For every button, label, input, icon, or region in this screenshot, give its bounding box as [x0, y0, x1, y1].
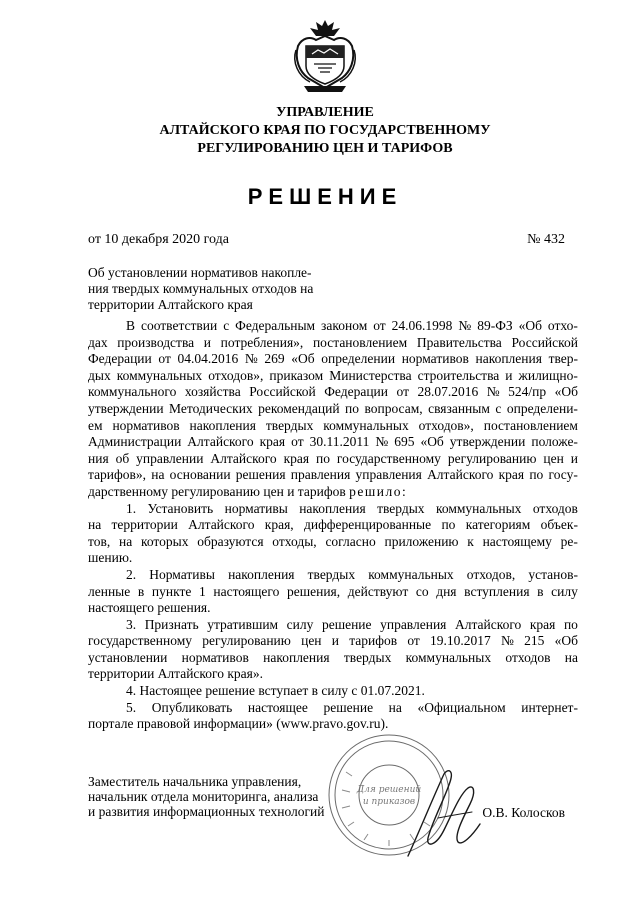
org-line-3: РЕГУЛИРОВАНИЮ ЦЕН И ТАРИФОВ — [197, 141, 453, 156]
body-line: 5. Опубликовать настоящее решение на «Официальном интернет- — [126, 699, 578, 715]
stamp-text-line-1: Для решений — [356, 785, 422, 795]
position-line-2: начальник отдела мониторинга, анализа — [88, 789, 319, 804]
body-line: 3. Признать утратившим силу решение управления Алтайского края по — [126, 616, 578, 632]
body-line: ния об управлении Алтайского края по государственному регулированию цен и — [88, 450, 578, 466]
body-line: дах производства и потребления», постановлением Правительства Российской — [88, 334, 578, 350]
body-line: В соответствии с Федеральным законом от 24.06.1998 № 89-ФЗ «Об отхо- — [126, 318, 578, 333]
body-line: государственному регулированию цен и тарифов от 19.10.2017 № 215 «Об — [88, 633, 578, 649]
item-2-paragraph — [88, 567, 578, 617]
body-line: на территории Алтайского края, дифференцированные по категориям объек- — [88, 517, 578, 533]
document-date: от 10 декабря 2020 года — [88, 232, 229, 247]
body-line: утверждении Методических рекомендаций по вопросам, связанным с определени- — [88, 400, 578, 416]
org-line-2: АЛТАЙСКОГО КРАЯ ПО ГОСУДАРСТВЕННОМУ — [159, 123, 491, 138]
item-3-paragraph — [88, 617, 578, 683]
body-line: установлении нормативов накопления твердых коммунальных отходов на — [88, 649, 578, 665]
signatory-position — [88, 774, 325, 819]
organization-title — [90, 104, 560, 158]
preamble-last-text: дарственному регулированию цен и тарифов — [88, 483, 350, 499]
org-line-1: УПРАВЛЕНИЕ — [276, 105, 374, 120]
body-line: портале правовой информации» (www.pravo.gov.ru). — [88, 716, 389, 732]
stamp-text-line-2: и приказов — [362, 797, 416, 807]
signatory-name: О.В. Колосков — [482, 805, 565, 820]
body-line: шению. — [88, 550, 133, 566]
subject-line: ния твердых коммунальных отходов на — [88, 281, 314, 296]
body-line: коммунального хозяйства Российской Федерации от 28.07.2016 № 524/пр «Об — [88, 384, 578, 400]
document-number: № 432 — [527, 232, 565, 247]
body-line: Федерации от 04.04.2016 № 269 «Об определении нормативов накопления твер- — [88, 351, 578, 367]
item-5-paragraph — [88, 700, 578, 733]
body-line: 2. Нормативы накопления твердых коммунальных отходов, установ- — [126, 566, 578, 582]
document-subject — [88, 265, 338, 313]
body-line: тов, на которых образуются отходы, согласно приложению к настоящему ре- — [88, 533, 578, 549]
body-line: тарифов», на основании решения правления управления Алтайского края по госу- — [88, 467, 578, 483]
preamble-paragraph — [88, 318, 578, 501]
body-line: Администрации Алтайского края от 30.11.2011 № 695 «Об утверждении положе- — [88, 434, 578, 450]
position-line-1: Заместитель начальника управления, — [88, 774, 302, 789]
coat-of-arms-icon — [290, 16, 360, 96]
body-line: ленные в пункте 1 настоящего решения, действуют со дня вступления в силу — [88, 583, 578, 599]
body-line: 1. Установить нормативы накопления твердых коммунальных отходов — [126, 500, 578, 516]
body-line: ем нормативов накопления твердых коммунальных отходов», постановлением — [88, 417, 578, 433]
item-4-paragraph — [88, 683, 578, 700]
subject-line: территории Алтайского края — [88, 297, 253, 312]
document-type-heading: РЕШЕНИЕ — [247, 184, 403, 209]
body-line: настоящего решения. — [88, 600, 211, 616]
subject-line: Об установлении нормативов накопле- — [88, 265, 312, 280]
body-line: 4. Настоящее решение вступает в силу с 01.07.2021. — [126, 683, 425, 699]
position-line-3: и развития информационных технологий — [88, 804, 325, 819]
body-line: дых коммунальных отходов», приказом Министерства строительства и жилищно- — [88, 367, 578, 383]
document-body — [88, 318, 578, 733]
handwritten-signature — [398, 760, 490, 864]
item-1-paragraph — [88, 501, 578, 567]
body-line: территории Алтайского края». — [88, 666, 264, 682]
resolved-word: решило: — [349, 483, 408, 499]
body-line — [88, 484, 578, 501]
